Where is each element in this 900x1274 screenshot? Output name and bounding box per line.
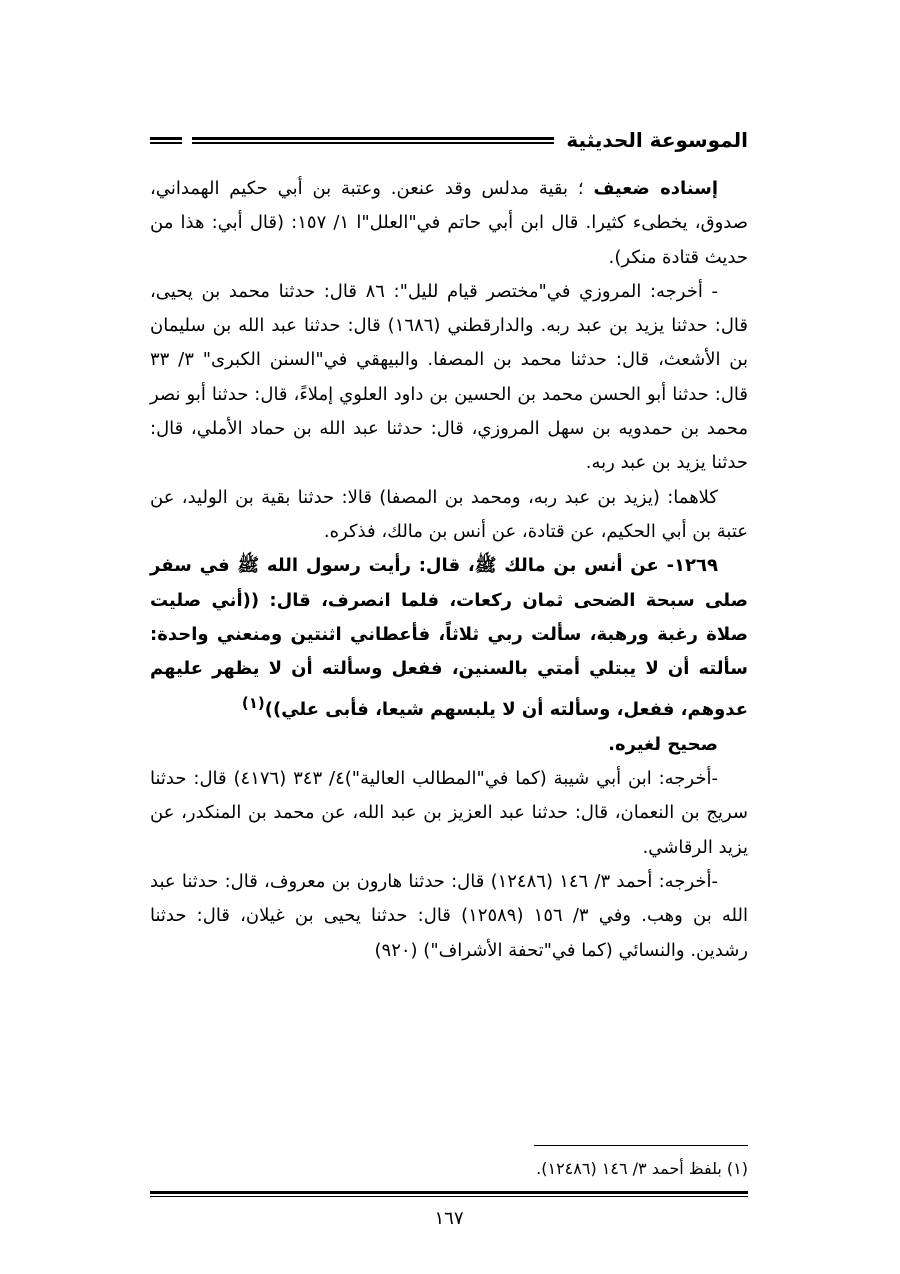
page-number: ١٦٧: [434, 1208, 464, 1229]
page-header: [150, 126, 748, 154]
hadith-text: ١٢٦٩- عن أنس بن مالك ﷺ، قال: رأيت رسول الله ﷺ في سفر صلى سبحة الضحى ثمان ركعات، فلما انصرف، قال: ((أني صليت صلاة رغبة ورهبة، سألت ربي ثلاثاً، فأعطاني اثنتين ومنعني واحدة: سألته أن لا يبتلي أمتي بالسنين، ففعل وسألته أن لا يظهر عليهم عدوهم، ففعل، وسألته أن لا يلبسهم شيعا، فأبى علي)): [150, 555, 748, 721]
paragraph-takhrij-4: -أخرجه: أحمد ٣/ ١٤٦ (١٢٤٨٦) قال: حدثنا هارون بن معروف، قال: حدثنا عبد الله بن وهب. وفي ٣/ ١٥٦ (١٢٥٨٩) قال: حدثنا يحيى بن غيلان، قال: حدثنا رشدين. والنسائي (كما في"تحفة الأشراف") (٩٢٠): [150, 870, 748, 961]
footnote-marker: (١): [241, 694, 265, 713]
paragraph-takhrij-1: - أخرجه: المروزي في"مختصر قيام لليل": ٨٦ قال: حدثنا محمد بن يحيى، قال: حدثنا يزيد بن عبد ربه. والدارقطني (١٦٨٦) قال: حدثنا عبد الله بن سليمان بن الأشعث، قال: حدثنا محمد بن المصفا. والبيهقي في"السنن الكبرى" ٣/ ٣٣ قال: حدثنا أبو الحسن محمد بن الحسين بن داود العلوي إملاءً، قال: حدثنا أبو نصر محمد بن حمدويه بن سهل المروزي، قال: حدثنا عبد الله بن حماد الأملي، قال: حدثنا يزيد بن عبد ربه.: [150, 280, 748, 474]
bottom-rule: [150, 1191, 748, 1197]
grade-label: إسناده ضعيف: [593, 178, 718, 199]
main-text: [150, 172, 748, 968]
paragraph-isnad-grade: [150, 172, 748, 275]
paragraph-text: ؛ بقية مدلس وقد عنعن. وعتبة بن أبي حكيم الهمداني، صدوق، يخطىء كثيرا. قال ابن أبي حاتم في"العلل"ا ١/ ١٥٧: (قال أبي: هذا من حديث قتادة منكر).: [150, 178, 748, 268]
paragraph-takhrij-3: -أخرجه: ابن أبي شيبة (كما في"المطالب العالية")٤/ ٣٤٣ (٤١٧٦) قال: حدثنا سريج بن النعمان، قال: حدثنا عبد العزيز بن عبد الله، عن محمد بن المنكدر، عن يزيد الرقاشي.: [150, 768, 748, 858]
header-rule-long: [192, 137, 554, 144]
hadith-grade: صحيح لغيره.: [608, 733, 718, 755]
footnote-separator: [534, 1145, 748, 1146]
hadith-1269: [150, 549, 748, 727]
running-title: الموسوعة الحديثية: [566, 128, 748, 152]
header-rule-short: [150, 137, 182, 144]
footnote: (١) بلفظ أحمد ٣/ ١٤٦ (١٢٤٨٦).: [536, 1159, 748, 1178]
paragraph-takhrij-2: كلاهما: (يزيد بن عبد ربه، ومحمد بن المصفا) قالا: حدثنا بقية بن الوليد، عن عتبة بن أبي الحكيم، عن قتادة، عن أنس بن مالك، فذكره.: [150, 486, 748, 542]
